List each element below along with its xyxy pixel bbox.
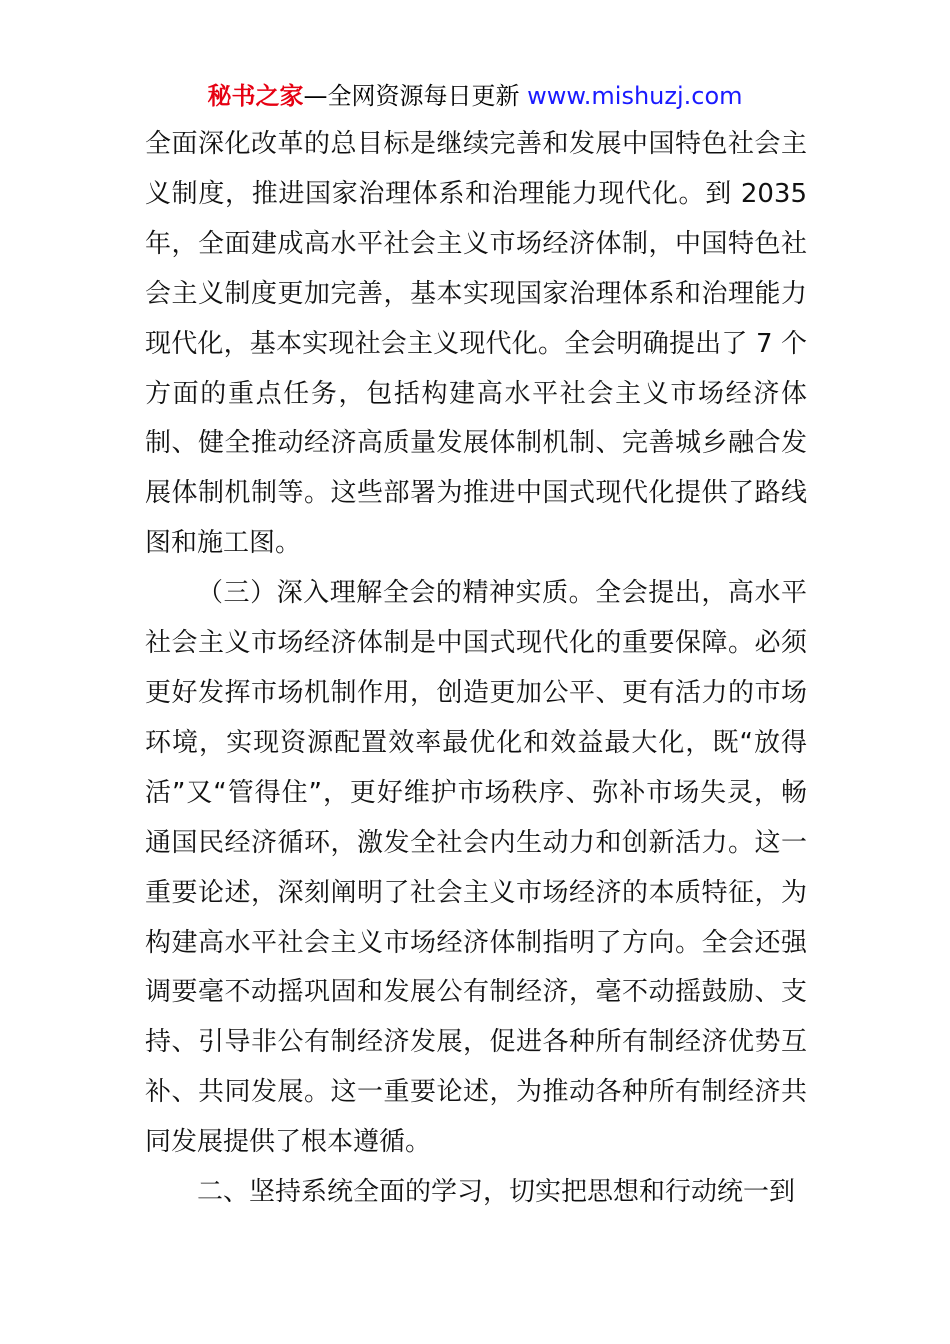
site-url-link[interactable]: www.mishuzj.com: [527, 82, 743, 110]
site-brand: 秘书之家: [207, 82, 304, 110]
site-tagline: —全网资源每日更新: [303, 82, 528, 110]
paragraph-heading-two: 二、坚持系统全面的学习，切实把思想和行动统一到: [197, 1177, 796, 1208]
site-header: [0, 78, 950, 114]
paragraph-section-three: （三）深入理解全会的精神实质。全会提出，高水平社会主义市场经济体制是中国式现代化的重要保障。必须更好发挥市场机制作用，创造更加公平、更有活力的市场环境，实现资源配置效率最优化和效益最大化，既“放得活”又“管得住”，更好维护市场秩序、弥补市场失灵，畅通国民经济循环，激发全社会内生动力和创新活力。这一重要论述，深刻阐明了社会主义市场经济的本质特征，为构建高水平社会主义市场经济体制指明了方向。全会还强调要毫不动摇巩固和发展公有制经济，毫不动摇鼓励、支持、引导非公有制经济发展，促进各种所有制经济优势互补、共同发展。这一重要论述，为推动各种所有制经济共同发展提供了根本遵循。: [145, 578, 807, 1158]
paragraph-continued: 全面深化改革的总目标是继续完善和发展中国特色社会主义制度，推进国家治理体系和治理能力现代化。到 2035 年，全面建成高水平社会主义市场经济体制，中国特色社会主义制度更加完善，基本实现国家治理体系和治理能力现代化，基本实现社会主义现代化。全会明确提出了 7 个方面的重点任务，包括构建高水平社会主义市场经济体制、健全推动经济高质量发展体制机制、完善城乡融合发展体制机制等。这些部署为推进中国式现代化提供了路线图和施工图。: [145, 129, 807, 559]
document-body: [145, 120, 807, 1218]
